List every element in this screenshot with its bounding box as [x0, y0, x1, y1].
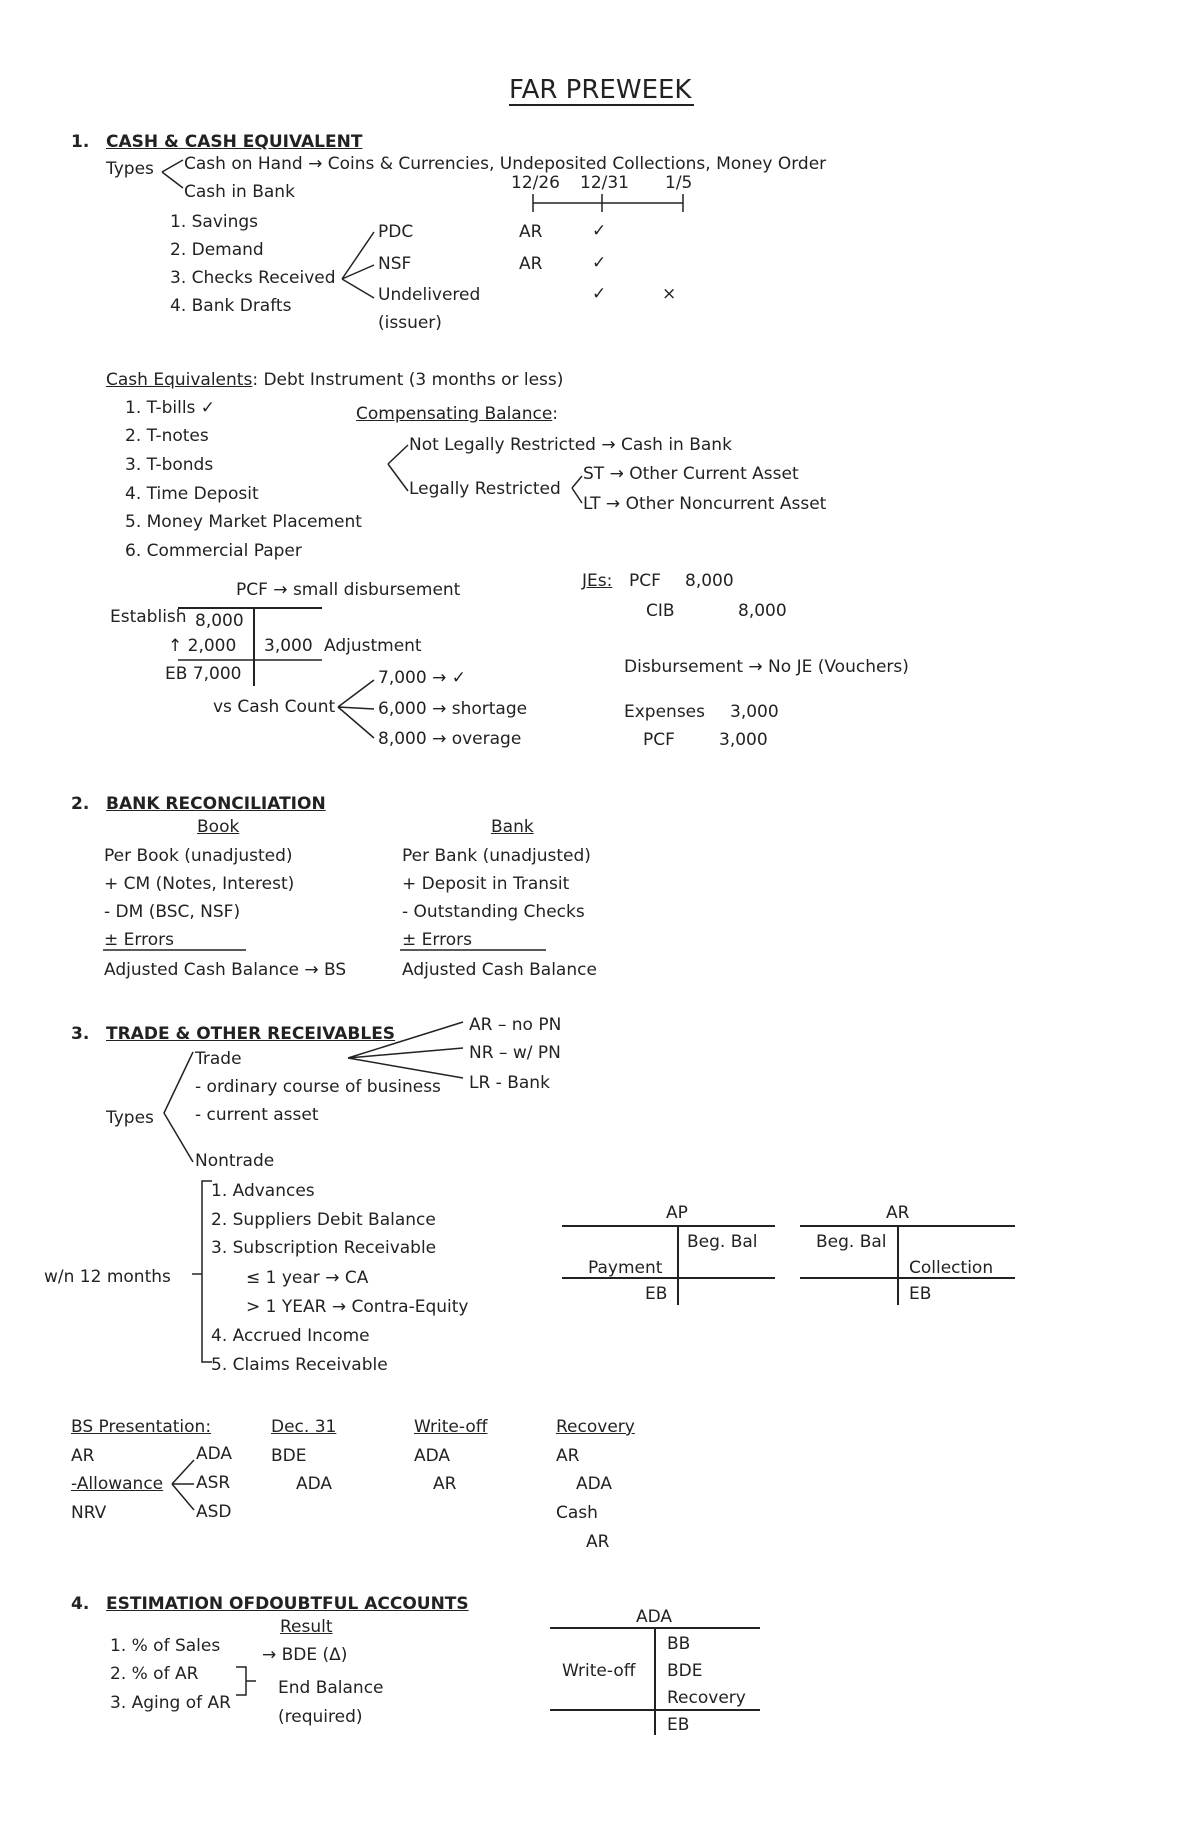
pcf-title: PCF → small disbursement [236, 580, 461, 600]
ada-credit: BDE [667, 1661, 703, 1681]
within-12-months: w/n 12 months [44, 1267, 171, 1287]
trade-type: AR – no PN [469, 1015, 562, 1035]
ada-title: ADA [636, 1607, 673, 1627]
je-amount: 8,000 [685, 571, 734, 591]
pcf-debit: ↑ 2,000 [168, 636, 237, 656]
book-heading: Book [197, 817, 240, 837]
compensating-balance-line [356, 404, 558, 424]
ar-title: AR [886, 1203, 910, 1223]
cash-count: 8,000 → overage [378, 729, 522, 749]
bank-heading: Bank [491, 817, 534, 837]
je-account: PCF [643, 730, 675, 750]
nontrade-item: ≤ 1 year → CA [246, 1268, 369, 1288]
dec31-item: ADA [296, 1474, 333, 1494]
check-type: NSF [378, 254, 412, 274]
nsf-mark: ✓ [592, 253, 607, 273]
check-type: (issuer) [378, 313, 442, 333]
section-number: 2. [71, 794, 90, 814]
not-legally-restricted: Not Legally Restricted → Cash in Bank [409, 435, 732, 455]
disbursement-note: Disbursement → No JE (Vouchers) [624, 657, 909, 677]
compensating-balance-label: Compensating Balance [356, 404, 553, 424]
undelivered-mark: × [662, 284, 677, 304]
vs-cash-count: vs Cash Count [213, 697, 336, 717]
ap-payment: Payment [588, 1258, 663, 1278]
book-line: + CM (Notes, Interest) [104, 874, 295, 894]
pcf-debit: 8,000 [195, 611, 244, 631]
ada-write-off: Write-off [562, 1661, 636, 1681]
je-account: CIB [646, 601, 675, 621]
check-type: PDC [378, 222, 414, 242]
pcf-credit: 3,000 [264, 636, 313, 656]
timeline-date: 1/5 [665, 173, 693, 193]
book-line: Per Book (unadjusted) [104, 846, 293, 866]
jes-label: JEs: [582, 571, 613, 591]
cash-on-hand: Cash on Hand → Coins & Currencies, Undeposited Collections, Money Order [184, 154, 827, 174]
pcf-debit: EB 7,000 [165, 664, 242, 684]
bank-item: 1. Savings [170, 212, 259, 232]
section-heading: BANK RECONCILIATION [106, 794, 326, 814]
nontrade-item: 4. Accrued Income [211, 1326, 370, 1346]
bank-item: 4. Bank Drafts [170, 296, 292, 316]
ap-beg-bal: Beg. Bal [687, 1232, 758, 1252]
cash-count: 7,000 → ✓ [378, 668, 466, 688]
allowance-type: ASR [196, 1473, 231, 1493]
page-title: FAR PREWEEK [509, 75, 692, 105]
check-type: Undelivered [378, 285, 481, 305]
recovery-label: Recovery [556, 1417, 635, 1437]
nontrade-item: 5. Claims Receivable [211, 1355, 388, 1375]
bde-result: → BDE (Δ) [262, 1645, 348, 1665]
cash-equivalents-label: Cash Equivalents [106, 370, 253, 390]
recovery-item: AR [586, 1532, 610, 1552]
ce-item: 5. Money Market Placement [125, 512, 362, 532]
dec31-label: Dec. 31 [271, 1417, 337, 1437]
bank-item: 2. Demand [170, 240, 264, 260]
ce-item: 4. Time Deposit [125, 484, 259, 504]
section-heading: CASH & CASH EQUIVALENT [106, 132, 363, 152]
bank-line: Adjusted Cash Balance [402, 960, 597, 980]
bank-line: Per Bank (unadjusted) [402, 846, 591, 866]
ar-beg-bal: Beg. Bal [816, 1232, 887, 1252]
legally-restricted: Legally Restricted [409, 479, 561, 499]
ce-item: 6. Commercial Paper [125, 541, 302, 561]
cash-in-bank: Cash in Bank [184, 182, 295, 202]
trade-desc: - current asset [195, 1105, 319, 1125]
section-number: 3. [71, 1024, 90, 1044]
types-label: Types [106, 159, 154, 179]
bs-item: -Allowance [71, 1474, 164, 1494]
allowance-type: ADA [196, 1444, 233, 1464]
ce-item: 3. T-bonds [125, 455, 214, 475]
cash-count: 6,000 → shortage [378, 699, 528, 719]
estimation-method: 3. Aging of AR [110, 1693, 231, 1713]
section-heading: ESTIMATION OFDOUBTFUL ACCOUNTS [106, 1594, 469, 1614]
book-line: ± Errors [104, 930, 174, 950]
ar-eb: EB [909, 1284, 932, 1304]
trade-label: Trade [195, 1049, 242, 1069]
pdc-mark: AR [519, 222, 543, 242]
bs-item: NRV [71, 1503, 107, 1523]
timeline-date: 12/31 [580, 173, 629, 193]
bs-item: AR [71, 1446, 95, 1466]
estimation-method: 2. % of AR [110, 1664, 199, 1684]
trade-type: NR – w/ PN [469, 1043, 561, 1063]
cash-equivalents-desc: : Debt Instrument (3 months or less) [252, 370, 564, 390]
bank-line: ± Errors [402, 930, 472, 950]
je-amount: 3,000 [730, 702, 779, 722]
bank-item: 3. Checks Received [170, 268, 336, 288]
section-number: 1. [71, 132, 90, 152]
section-heading: TRADE & OTHER RECEIVABLES [106, 1024, 396, 1044]
long-term: LT → Other Noncurrent Asset [583, 494, 827, 514]
trade-type: LR - Bank [469, 1073, 550, 1093]
recovery-item: AR [556, 1446, 580, 1466]
end-balance: End Balance [278, 1678, 384, 1698]
write-off-item: ADA [414, 1446, 451, 1466]
dec31-item: BDE [271, 1446, 307, 1466]
types-label: Types [106, 1108, 154, 1128]
recovery-item: Cash [556, 1503, 598, 1523]
je-account: Expenses [624, 702, 705, 722]
nontrade-item: 1. Advances [211, 1181, 315, 1201]
end-balance: (required) [278, 1707, 363, 1727]
recovery-item: ADA [576, 1474, 613, 1494]
timeline-date: 12/26 [511, 173, 560, 193]
nontrade-item: 3. Subscription Receivable [211, 1238, 437, 1258]
compensating-balance-colon: : [552, 404, 559, 424]
undelivered-mark: ✓ [592, 284, 607, 304]
establish-label: Establish [110, 607, 187, 627]
write-off-item: AR [433, 1474, 457, 1494]
je-account: PCF [629, 571, 661, 591]
nontrade-label: Nontrade [195, 1151, 275, 1171]
pdc-mark: ✓ [592, 221, 607, 241]
section-number: 4. [71, 1594, 90, 1614]
ada-credit: BB [667, 1634, 691, 1654]
book-line: - DM (BSC, NSF) [104, 902, 241, 922]
estimation-method: 1. % of Sales [110, 1636, 221, 1656]
je-amount: 3,000 [719, 730, 768, 750]
ap-title: AP [666, 1203, 688, 1223]
nsf-mark: AR [519, 254, 543, 274]
bank-line: - Outstanding Checks [402, 902, 585, 922]
ap-eb: EB [645, 1284, 668, 1304]
result-label: Result [280, 1617, 333, 1637]
ada-eb: EB [667, 1715, 690, 1735]
ce-item: 1. T-bills ✓ [125, 398, 216, 418]
je-amount: 8,000 [738, 601, 787, 621]
nontrade-item: > 1 YEAR → Contra-Equity [246, 1297, 469, 1317]
book-line: Adjusted Cash Balance → BS [104, 960, 347, 980]
nontrade-item: 2. Suppliers Debit Balance [211, 1210, 436, 1230]
allowance-type: ASD [196, 1502, 232, 1522]
write-off-label: Write-off [414, 1417, 488, 1437]
trade-desc: - ordinary course of business [195, 1077, 441, 1097]
ce-item: 2. T-notes [125, 426, 209, 446]
ar-collection: Collection [909, 1258, 994, 1278]
bank-line: + Deposit in Transit [402, 874, 570, 894]
cash-equivalents-line [106, 370, 563, 390]
short-term: ST → Other Current Asset [583, 464, 799, 484]
adjustment-label: Adjustment [324, 636, 422, 656]
bs-presentation-label: BS Presentation: [71, 1417, 212, 1437]
ada-credit: Recovery [667, 1688, 746, 1708]
